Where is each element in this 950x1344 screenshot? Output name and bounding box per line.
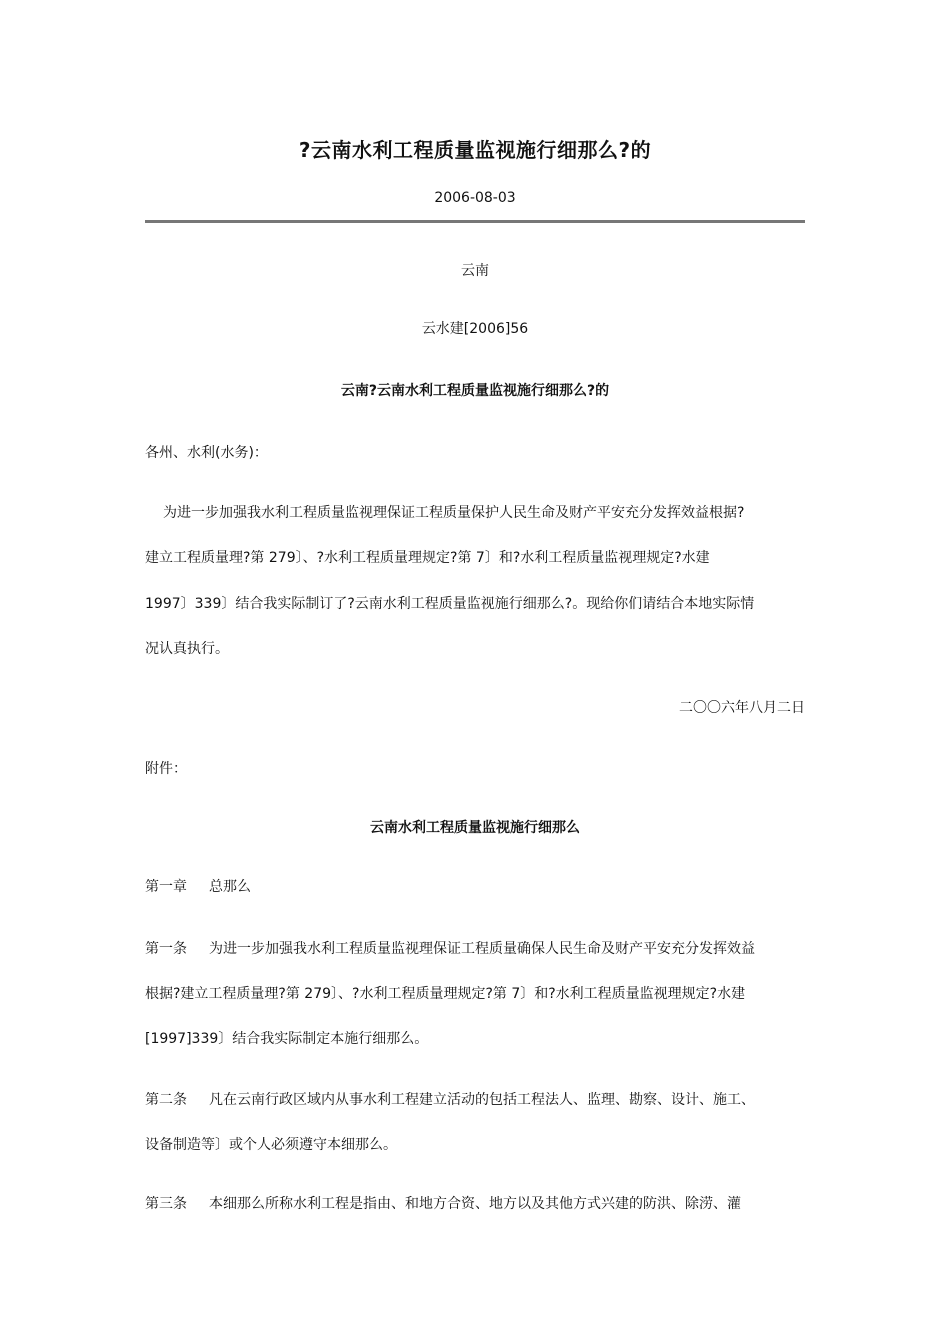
article-first-line xyxy=(145,938,755,958)
body-line: 况认真执行。 xyxy=(145,641,229,657)
document-number: 云水建[2006]56 xyxy=(421,321,529,337)
article-first-line xyxy=(145,1193,741,1213)
chapter-name: 总那么 xyxy=(209,879,251,895)
article-line: 根据?建立工程质量理?第 279〕、?水利工程质量理规定?第 7〕和?水利工程质量监视理规定?水建 xyxy=(145,986,746,1002)
article-text: 本细那么所称水利工程是指由、和地方合资、地方以及其他方式兴建的防洪、除涝、灌 xyxy=(209,1196,741,1212)
article-first-line xyxy=(145,1089,755,1109)
article-text: 为进一步加强我水利工程质量监视理保证工程质量确保人民生命及财产平安充分发挥效益 xyxy=(209,941,755,957)
article-number: 第二条 xyxy=(145,1092,187,1108)
attachment-label: 附件： xyxy=(145,761,187,777)
article-number: 第一条 xyxy=(145,941,187,957)
body-line: 为进一步加强我水利工程质量监视理保证工程质量保护人民生命及财产平安充分发挥效益根据? xyxy=(163,505,745,521)
chapter-number: 第一章 xyxy=(145,879,187,895)
sign-date: 二〇〇六年八月二日 xyxy=(679,700,805,716)
article-number: 第三条 xyxy=(145,1196,187,1212)
attachment-title: 云南水利工程质量监视施行细那么 xyxy=(370,820,580,836)
letter-heading: 云南?云南水利工程质量监视施行细那么?的 xyxy=(340,383,610,399)
body-line: 建立工程质量理?第 279〕、?水利工程质量理规定?第 7〕和?水利工程质量监视理规定?水建 xyxy=(145,550,710,566)
article-line: 设备制造等〕或个人必须遵守本细那么。 xyxy=(145,1137,397,1153)
document-title: ?云南水利工程质量监视施行细那么?的 xyxy=(298,138,652,162)
article-line: [1997]339〕结合我实际制定本施行细那么。 xyxy=(145,1031,429,1047)
publish-date: 2006-08-03 xyxy=(434,190,516,206)
issuer: 云南 xyxy=(461,263,489,279)
salutation: 各州、水利(水务)： xyxy=(145,445,268,461)
body-line: 1997〕339〕结合我实际制订了?云南水利工程质量监视施行细那么?。现给你们请结合本地实际情 xyxy=(145,596,755,612)
article-text: 凡在云南行政区域内从事水利工程建立活动的包括工程法人、监理、勘察、设计、施工、 xyxy=(209,1092,755,1108)
chapter-heading xyxy=(145,876,251,896)
title-divider xyxy=(145,220,805,223)
